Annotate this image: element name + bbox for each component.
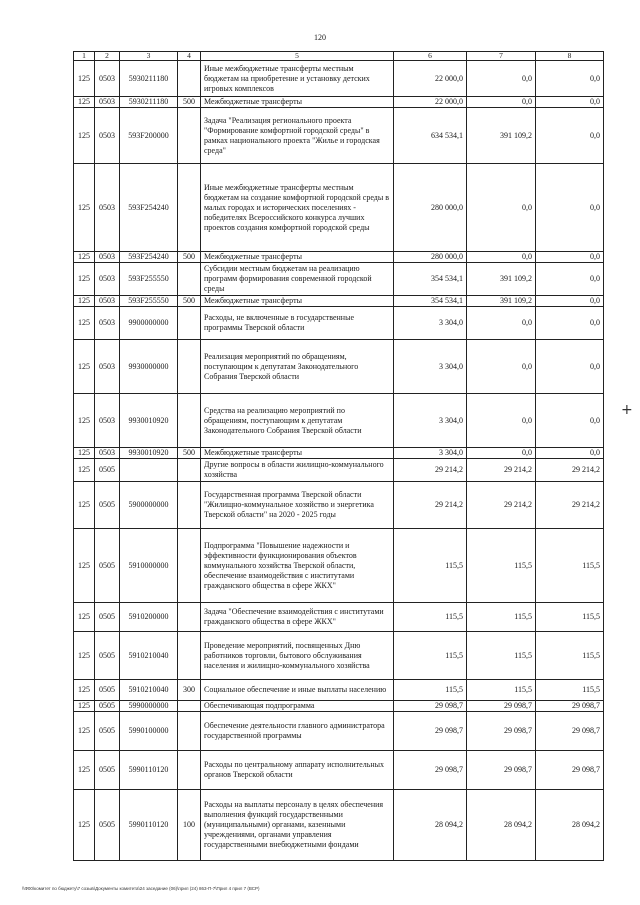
cell-amount-1: 3 304,0: [394, 394, 467, 448]
file-path-footer: \\Ф00\комитет по бюджету\7 созыв\Документы комитета\24 заседание (06)\прил (24) 863-П-7\Прил 4 прил 7 (ВСР): [22, 886, 260, 891]
table-row: [74, 482, 604, 529]
cell-expense-type: [178, 712, 201, 751]
cell-description: Социальное обеспечение и иные выплаты населению: [201, 680, 394, 701]
cell-code-1: 125: [74, 712, 95, 751]
cell-amount-3: 0,0: [536, 394, 604, 448]
cell-target-article: 5910200000: [120, 603, 178, 632]
cell-amount-2: 391 109,2: [467, 296, 536, 307]
cell-amount-3: 29 214,2: [536, 482, 604, 529]
cell-code-1: 125: [74, 701, 95, 712]
cell-section: 0505: [95, 459, 120, 482]
cell-code-1: 125: [74, 61, 95, 97]
cell-amount-3: 0,0: [536, 340, 604, 394]
cell-section: 0505: [95, 529, 120, 603]
cell-target-article: 5990000000: [120, 701, 178, 712]
cell-amount-2: 115,5: [467, 603, 536, 632]
cell-target-article: 593F255550: [120, 296, 178, 307]
cell-amount-1: 115,5: [394, 603, 467, 632]
cell-code-1: 125: [74, 97, 95, 108]
cell-description: Проведение мероприятий, посвященных Дню работников торговли, бытового обслуживания населения и жилищно-коммунального хозяйства: [201, 632, 394, 680]
cell-amount-1: 29 098,7: [394, 712, 467, 751]
cell-section: 0505: [95, 603, 120, 632]
cell-description: Обеспечивающая подпрограмма: [201, 701, 394, 712]
cell-target-article: 5910210040: [120, 680, 178, 701]
cell-amount-2: 0,0: [467, 252, 536, 263]
table-row: [74, 529, 604, 603]
column-header: 4: [178, 52, 201, 61]
cell-target-article: 9900000000: [120, 307, 178, 340]
cell-amount-1: 280 000,0: [394, 252, 467, 263]
cell-amount-3: 115,5: [536, 529, 604, 603]
cell-section: 0505: [95, 482, 120, 529]
cell-code-1: 125: [74, 790, 95, 861]
cell-expense-type: [178, 701, 201, 712]
cell-amount-3: 115,5: [536, 680, 604, 701]
cell-section: 0505: [95, 790, 120, 861]
table-row: [74, 340, 604, 394]
cell-section: 0503: [95, 394, 120, 448]
cell-target-article: 5990100000: [120, 712, 178, 751]
cell-amount-1: 3 304,0: [394, 340, 467, 394]
cell-code-1: 125: [74, 307, 95, 340]
table-row: [74, 108, 604, 164]
cell-amount-2: 29 098,7: [467, 751, 536, 790]
cell-amount-3: 29 214,2: [536, 459, 604, 482]
cell-amount-3: 115,5: [536, 632, 604, 680]
cell-amount-2: 115,5: [467, 680, 536, 701]
cell-code-1: 125: [74, 482, 95, 529]
cell-amount-3: 0,0: [536, 108, 604, 164]
cell-amount-3: 115,5: [536, 603, 604, 632]
cell-expense-type: [178, 529, 201, 603]
cell-description: Иные межбюджетные трансферты местным бюджетам на создание комфортной городской среды в малых городах и исторических поселениях - победителях Всероссийского конкурса лучших проектов создания комфортной городской среды: [201, 164, 394, 252]
cell-code-1: 125: [74, 252, 95, 263]
cell-amount-1: 115,5: [394, 529, 467, 603]
table-row: [74, 712, 604, 751]
table-row: [74, 296, 604, 307]
cell-description: Межбюджетные трансферты: [201, 97, 394, 108]
cell-code-1: 125: [74, 459, 95, 482]
cell-section: 0503: [95, 296, 120, 307]
cell-section: 0505: [95, 751, 120, 790]
cell-description: Субсидии местным бюджетам на реализацию программ формирования современной городской среды: [201, 263, 394, 296]
cell-section: 0505: [95, 701, 120, 712]
column-header: 8: [536, 52, 604, 61]
table-row: [74, 680, 604, 701]
cell-target-article: 593F255550: [120, 263, 178, 296]
table-header-row: [74, 52, 604, 61]
cell-amount-2: 0,0: [467, 394, 536, 448]
cell-section: 0503: [95, 252, 120, 263]
table-row: [74, 97, 604, 108]
cell-expense-type: [178, 340, 201, 394]
cell-expense-type: [178, 603, 201, 632]
cell-expense-type: 500: [178, 296, 201, 307]
cell-target-article: 5990110120: [120, 751, 178, 790]
cell-amount-3: 0,0: [536, 97, 604, 108]
cell-amount-3: 0,0: [536, 296, 604, 307]
cell-amount-3: 0,0: [536, 61, 604, 97]
cell-amount-1: 3 304,0: [394, 448, 467, 459]
column-header: 1: [74, 52, 95, 61]
cell-description: Межбюджетные трансферты: [201, 252, 394, 263]
cell-expense-type: [178, 459, 201, 482]
cell-target-article: 5930211180: [120, 97, 178, 108]
cell-amount-1: 22 000,0: [394, 61, 467, 97]
column-header: 7: [467, 52, 536, 61]
cell-amount-1: 115,5: [394, 632, 467, 680]
cell-amount-2: 0,0: [467, 61, 536, 97]
cell-code-1: 125: [74, 108, 95, 164]
table-row: [74, 263, 604, 296]
cell-amount-2: 28 094,2: [467, 790, 536, 861]
table-row: [74, 790, 604, 861]
cell-amount-2: 29 098,7: [467, 701, 536, 712]
table-row: [74, 394, 604, 448]
cell-target-article: [120, 459, 178, 482]
cell-section: 0505: [95, 632, 120, 680]
cell-description: Другие вопросы в области жилищно-коммунального хозяйства: [201, 459, 394, 482]
cell-amount-1: 29 214,2: [394, 482, 467, 529]
cell-section: 0503: [95, 448, 120, 459]
cell-section: 0503: [95, 108, 120, 164]
cell-code-1: 125: [74, 164, 95, 252]
cell-section: 0503: [95, 263, 120, 296]
cell-target-article: 5990110120: [120, 790, 178, 861]
cell-target-article: 9930010920: [120, 448, 178, 459]
cell-target-article: 5910000000: [120, 529, 178, 603]
cell-description: Иные межбюджетные трансферты местным бюджетам на приобретение и установку детских игровых комплексов: [201, 61, 394, 97]
cell-code-1: 125: [74, 448, 95, 459]
cell-description: Обеспечение деятельности главного администратора государственной программы: [201, 712, 394, 751]
cell-amount-1: 29 098,7: [394, 751, 467, 790]
cell-description: Расходы по центральному аппарату исполнительных органов Тверской области: [201, 751, 394, 790]
cell-amount-1: 115,5: [394, 680, 467, 701]
cell-amount-3: 29 098,7: [536, 712, 604, 751]
cell-amount-1: 3 304,0: [394, 307, 467, 340]
cell-amount-2: 29 098,7: [467, 712, 536, 751]
cell-expense-type: [178, 307, 201, 340]
cell-amount-3: 29 098,7: [536, 701, 604, 712]
cell-amount-2: 0,0: [467, 448, 536, 459]
cell-amount-2: 29 214,2: [467, 459, 536, 482]
cell-code-1: 125: [74, 340, 95, 394]
cell-description: Расходы на выплаты персоналу в целях обеспечения выполнения функций государственными (муниципальными) органами, казенными учреждениями, органами управления государственными внебюджетными фондами: [201, 790, 394, 861]
cell-amount-2: 391 109,2: [467, 263, 536, 296]
cell-amount-1: 634 534,1: [394, 108, 467, 164]
cell-amount-1: 29 098,7: [394, 701, 467, 712]
table-row: [74, 448, 604, 459]
cell-description: Задача "Реализация регионального проекта "Формирование комфортной городской среды" в рамках национального проекта "Жилье и городская среда": [201, 108, 394, 164]
cell-amount-3: 29 098,7: [536, 751, 604, 790]
cell-description: Задача "Обеспечение взаимодействия с институтами гражданского общества в сфере ЖКХ": [201, 603, 394, 632]
cell-amount-3: 28 094,2: [536, 790, 604, 861]
table-row: [74, 603, 604, 632]
cell-expense-type: 500: [178, 448, 201, 459]
cell-section: 0505: [95, 712, 120, 751]
cell-section: 0503: [95, 61, 120, 97]
cell-description: Межбюджетные трансферты: [201, 296, 394, 307]
cell-section: 0505: [95, 680, 120, 701]
cell-expense-type: [178, 394, 201, 448]
cell-code-1: 125: [74, 394, 95, 448]
cell-expense-type: [178, 263, 201, 296]
cell-amount-2: 115,5: [467, 632, 536, 680]
cell-amount-3: 0,0: [536, 252, 604, 263]
cell-target-article: 5910210040: [120, 632, 178, 680]
table-row: [74, 252, 604, 263]
page-number: 120: [314, 33, 326, 42]
cell-amount-2: 0,0: [467, 307, 536, 340]
cell-target-article: 593F254240: [120, 164, 178, 252]
cell-target-article: 9930000000: [120, 340, 178, 394]
table-row: [74, 164, 604, 252]
column-header: 3: [120, 52, 178, 61]
cell-description: Реализация мероприятий по обращениям, поступающим к депутатам Законодательного Собрания Тверской области: [201, 340, 394, 394]
cell-amount-3: 0,0: [536, 448, 604, 459]
cell-expense-type: [178, 751, 201, 790]
cell-amount-2: 0,0: [467, 164, 536, 252]
cell-amount-1: 28 094,2: [394, 790, 467, 861]
cell-description: Межбюджетные трансферты: [201, 448, 394, 459]
cell-amount-1: 280 000,0: [394, 164, 467, 252]
cell-amount-1: 29 214,2: [394, 459, 467, 482]
cell-code-1: 125: [74, 603, 95, 632]
cell-code-1: 125: [74, 632, 95, 680]
cell-amount-3: 0,0: [536, 263, 604, 296]
cell-description: Подпрограмма "Повышение надежности и эффективности функционирования объектов коммунального хозяйства Тверской области, обеспечение взаимодействия с институтами гражданского общества в сфере ЖКХ": [201, 529, 394, 603]
cell-expense-type: 500: [178, 97, 201, 108]
cell-expense-type: [178, 632, 201, 680]
cell-amount-2: 29 214,2: [467, 482, 536, 529]
cell-target-article: 593F200000: [120, 108, 178, 164]
table-row: [74, 632, 604, 680]
budget-table: [73, 51, 604, 861]
cell-expense-type: [178, 164, 201, 252]
cell-section: 0503: [95, 340, 120, 394]
column-header: 2: [95, 52, 120, 61]
cell-target-article: 9930010920: [120, 394, 178, 448]
table-row: [74, 751, 604, 790]
cell-expense-type: [178, 61, 201, 97]
cell-amount-1: 354 534,1: [394, 263, 467, 296]
cell-amount-3: 0,0: [536, 307, 604, 340]
cell-amount-2: 0,0: [467, 97, 536, 108]
cell-code-1: 125: [74, 296, 95, 307]
cell-target-article: 593F254240: [120, 252, 178, 263]
cell-amount-3: 0,0: [536, 164, 604, 252]
cell-section: 0503: [95, 307, 120, 340]
cell-amount-2: 391 109,2: [467, 108, 536, 164]
cell-code-1: 125: [74, 680, 95, 701]
cell-amount-1: 22 000,0: [394, 97, 467, 108]
table-row: [74, 459, 604, 482]
cell-section: 0503: [95, 97, 120, 108]
cell-expense-type: 100: [178, 790, 201, 861]
crosshair-mark: +: [621, 402, 633, 418]
cell-description: Расходы, не включенные в государственные программы Тверской области: [201, 307, 394, 340]
cell-target-article: 5930211180: [120, 61, 178, 97]
cell-code-1: 125: [74, 263, 95, 296]
cell-expense-type: 300: [178, 680, 201, 701]
cell-section: 0503: [95, 164, 120, 252]
cell-code-1: 125: [74, 751, 95, 790]
table-row: [74, 307, 604, 340]
cell-amount-2: 0,0: [467, 340, 536, 394]
cell-amount-2: 115,5: [467, 529, 536, 603]
table-row: [74, 61, 604, 97]
cell-description: Средства на реализацию мероприятий по обращениям, поступающим к депутатам Законодательного Собрания Тверской области: [201, 394, 394, 448]
cell-description: Государственная программа Тверской области "Жилищно-коммунальное хозяйство и энергетика Тверской области" на 2020 - 2025 годы: [201, 482, 394, 529]
cell-target-article: 5900000000: [120, 482, 178, 529]
cell-code-1: 125: [74, 529, 95, 603]
column-header: 6: [394, 52, 467, 61]
cell-expense-type: [178, 482, 201, 529]
cell-expense-type: [178, 108, 201, 164]
cell-amount-1: 354 534,1: [394, 296, 467, 307]
column-header: 5: [201, 52, 394, 61]
cell-expense-type: 500: [178, 252, 201, 263]
table-row: [74, 701, 604, 712]
